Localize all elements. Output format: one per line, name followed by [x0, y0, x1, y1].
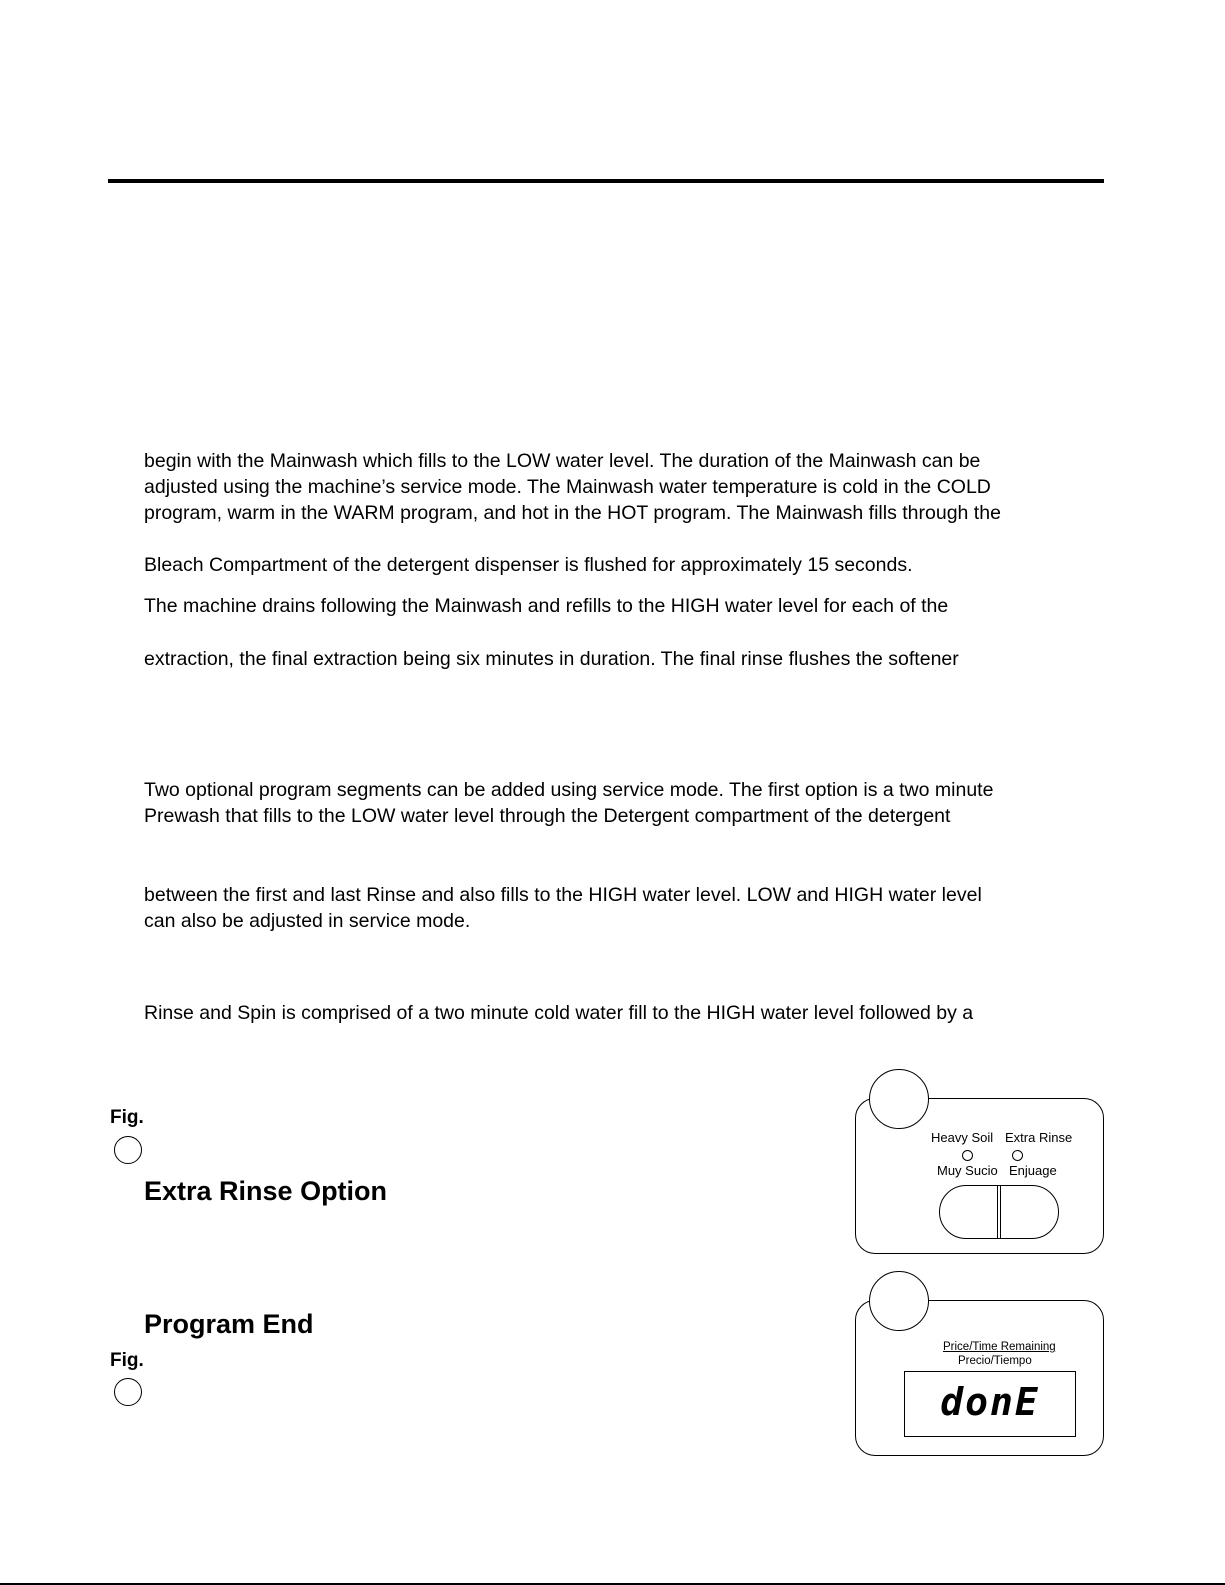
body-line: Prewash that fills to the LOW water level through the Detergent compartment of the detergent — [144, 805, 951, 827]
extra-rinse-heading: Extra Rinse Option — [144, 1176, 388, 1206]
program-end-heading: Program End — [144, 1309, 314, 1339]
precio-tiempo-label: Precio/Tiempo — [958, 1355, 1032, 1367]
price-time-label: Price/Time Remaining — [943, 1341, 1056, 1353]
body-line: Rinse and Spin is comprised of a two minute cold water fill to the HIGH water level followed by a — [144, 1002, 974, 1024]
option-rocker-button[interactable] — [939, 1185, 1059, 1239]
body-line: extraction, the final extraction being six minutes in duration. The final rinse flushes the softener — [144, 648, 959, 670]
body-line: Two optional program segments can be added using service mode. The first option is a two minute — [144, 779, 994, 801]
figure-badge — [869, 1069, 929, 1129]
heavy-soil-indicator-led — [962, 1150, 973, 1161]
body-line: program, warm in the WARM program, and hot in the HOT program. The Mainwash fills through the — [144, 502, 1001, 524]
display-panel — [855, 1300, 1104, 1456]
enjuage-label: Enjuage — [1009, 1163, 1057, 1178]
body-line: can also be adjusted in service mode. — [144, 910, 471, 932]
fig-number-circle — [114, 1378, 142, 1406]
heavy-soil-label: Heavy Soil — [931, 1130, 994, 1145]
muy-sucio-label: Muy Sucio — [937, 1163, 998, 1178]
extra-rinse-label: Extra Rinse — [1005, 1130, 1073, 1145]
fig-label: Fig. — [110, 1350, 144, 1371]
extra-rinse-indicator-led — [1012, 1150, 1023, 1161]
lcd-display — [904, 1371, 1076, 1437]
body-line: adjusted using the machine’s service mode. The Mainwash water temperature is cold in the COLD — [144, 476, 991, 498]
body-line: between the first and last Rinse and also fills to the HIGH water level. LOW and HIGH water level — [144, 884, 982, 906]
fig-label: Fig. — [110, 1107, 144, 1128]
figure-badge — [869, 1271, 929, 1331]
fig-number-circle — [114, 1136, 142, 1164]
body-line: Bleach Compartment of the detergent dispenser is flushed for approximately 15 seconds. — [144, 554, 913, 576]
display-readout: donE — [940, 1380, 1040, 1424]
body-line: begin with the Mainwash which fills to the LOW water level. The duration of the Mainwash can be — [144, 450, 981, 472]
rocker-divider — [997, 1186, 1001, 1238]
header-rule — [108, 179, 1104, 183]
option-selector-panel — [855, 1098, 1104, 1254]
body-line: The machine drains following the Mainwash and refills to the HIGH water level for each of the — [144, 595, 949, 617]
